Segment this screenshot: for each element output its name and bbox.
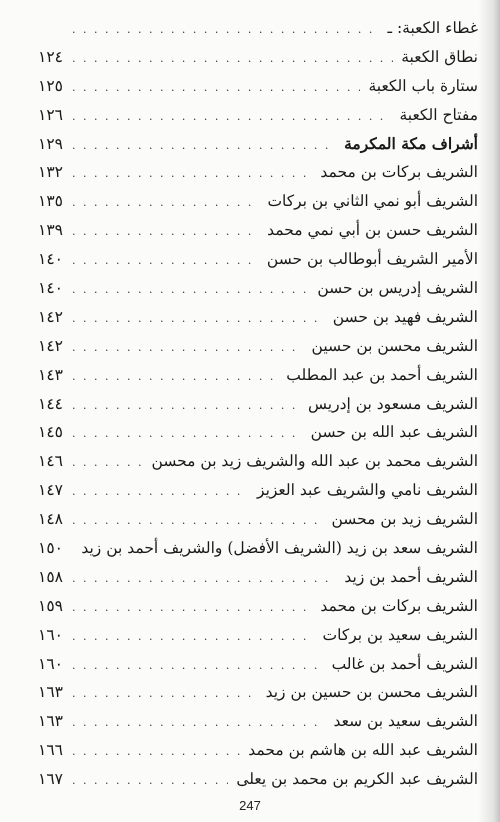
toc-entry-title: أشراف مكة المكرمة — [344, 133, 478, 153]
toc-entry-title: الشريف فهيد بن حسن — [332, 307, 478, 326]
toc-entry-page: ١٢٥ — [38, 76, 63, 95]
toc-entry — [38, 187, 478, 216]
toc-leader-dots — [72, 420, 303, 449]
toc-leader-dots — [72, 74, 360, 103]
toc-entry-title: الشريف زيد بن محسن — [331, 510, 478, 529]
toc-leader-dots — [72, 652, 324, 681]
toc-entry-title: الشريف أحمد بن غالب — [331, 654, 478, 673]
toc-entry — [38, 505, 478, 534]
toc-entry-title: الشريف مسعود بن إدريس — [308, 394, 478, 413]
toc-entry-title: ستارة باب الكعبة — [368, 76, 478, 95]
toc-leader-dots — [72, 276, 309, 305]
toc-leader-dots — [72, 160, 312, 189]
toc-entry — [38, 390, 478, 419]
toc-entry — [38, 563, 478, 592]
toc-entry-title: الشريف عبد الكريم بن محمد بن يعلى — [236, 770, 478, 789]
toc-leader-dots — [72, 536, 73, 565]
toc-entry-title: الشريف إدريس بن حسن — [317, 279, 478, 298]
toc-entry-title: الشريف أحمد بن زيد — [344, 567, 478, 586]
toc-entry-page: ١٤٨ — [38, 510, 63, 529]
toc-entry-page: ١٣٥ — [38, 192, 63, 211]
toc-leader-dots — [72, 565, 336, 594]
toc-entry-title: الشريف محسن بن حسين بن زيد — [265, 683, 478, 702]
toc-leader-dots — [72, 247, 259, 276]
toc-entry-page: ١٣٩ — [38, 221, 63, 240]
toc-entry — [38, 130, 478, 159]
toc-entry-page: ١٤٣ — [38, 365, 63, 384]
toc-entry-page: ١٦٧ — [38, 770, 63, 789]
toc-entry-page: ١٢٦ — [38, 105, 63, 124]
toc-entry-page: ١٤٠ — [38, 250, 63, 269]
toc-entry — [38, 361, 478, 390]
toc-entry — [38, 14, 478, 43]
toc-entry — [38, 447, 478, 476]
toc-entry — [38, 101, 478, 130]
toc-entry — [38, 245, 478, 274]
toc-leader-dots — [72, 709, 325, 738]
toc-entry — [38, 303, 478, 332]
toc-entry-title: الشريف محسن بن حسين — [311, 336, 478, 355]
toc-leader-dots — [72, 594, 312, 623]
toc-entry-title: الشريف أبو نمي الثاني بن بركات — [267, 192, 478, 211]
toc-entry-title: الشريف عبد الله بن حسن — [310, 423, 478, 442]
toc-leader-dots — [72, 623, 315, 652]
toc-leader-dots — [72, 189, 259, 218]
toc-entry — [38, 43, 478, 72]
toc-entry-title: الشريف حسن بن أبي نمي محمد — [267, 221, 478, 240]
toc-entry-title: الأمير الشريف أبوطالب بن حسن — [266, 250, 478, 269]
toc-entry-title: الشريف محمد بن عبد الله والشريف زيد بن محسن — [151, 452, 478, 471]
toc-leader-dots — [72, 103, 391, 132]
page-number: 247 — [239, 798, 261, 813]
toc-entry — [38, 678, 478, 707]
toc-entry-page: ١٥٠ — [38, 539, 63, 558]
toc-leader-dots — [72, 767, 228, 796]
toc-entry-page: ١٤٦ — [38, 452, 63, 471]
table-of-contents — [38, 14, 478, 794]
toc-leader-dots — [72, 363, 278, 392]
toc-entry-title: مفتاح الكعبة — [399, 105, 478, 124]
toc-entry — [38, 650, 478, 679]
toc-entry-title: غطاء الكعبة: ـ — [387, 19, 478, 37]
toc-leader-dots — [72, 738, 240, 767]
toc-entry — [38, 621, 478, 650]
toc-entry-page: ١٦٣ — [38, 683, 63, 702]
toc-leader-dots — [72, 334, 304, 363]
toc-entry-title: الشريف أحمد بن عبد المطلب — [286, 365, 478, 384]
toc-entry — [38, 476, 478, 505]
toc-entry — [38, 418, 478, 447]
toc-entry-title: الشريف بركات بن محمد — [320, 596, 478, 615]
toc-leader-dots — [72, 680, 258, 709]
toc-entry-title: الشريف نامي والشريف عبد العزيز — [257, 481, 478, 500]
toc-entry-title: نطاق الكعبة — [401, 47, 478, 66]
toc-entry-title: الشريف بركات بن محمد — [320, 163, 478, 182]
toc-entry — [38, 332, 478, 361]
toc-entry — [38, 592, 478, 621]
page-edge-shadow — [478, 0, 500, 822]
toc-entry — [38, 707, 478, 736]
toc-entry-title: الشريف سعيد بن سعد — [333, 712, 478, 731]
toc-entry — [38, 534, 478, 563]
toc-entry-page: ١٦٠ — [38, 654, 63, 673]
toc-entry — [38, 274, 478, 303]
toc-leader-dots — [72, 392, 300, 421]
toc-leader-dots — [72, 132, 336, 161]
toc-entry-page: ١٦٠ — [38, 625, 63, 644]
toc-entry-page: ١٤٤ — [38, 394, 63, 413]
toc-leader-dots — [72, 449, 144, 478]
toc-entry-page: ١٤٠ — [38, 279, 63, 298]
toc-entry — [38, 216, 478, 245]
toc-entry — [38, 72, 478, 101]
toc-entry-page: ١٦٦ — [38, 741, 63, 760]
toc-entry-page: ١٤٢ — [38, 307, 63, 326]
toc-leader-dots — [72, 507, 323, 536]
toc-entry-title: الشريف عبد الله بن هاشم بن محمد — [248, 741, 478, 760]
toc-entry-title: الشريف سعيد بن بركات — [322, 625, 478, 644]
toc-entry — [38, 158, 478, 187]
toc-entry-page: ١٤٥ — [38, 423, 63, 442]
toc-leader-dots — [72, 45, 393, 74]
toc-leader-dots — [72, 478, 249, 507]
toc-entry — [38, 765, 478, 794]
toc-entry-page: ١٥٩ — [38, 596, 63, 615]
toc-entry-page: ١٢٩ — [38, 134, 63, 153]
toc-leader-dots — [72, 16, 379, 45]
toc-entry-page: ١٤٧ — [38, 481, 63, 500]
toc-leader-dots — [72, 305, 325, 334]
toc-leader-dots — [72, 218, 259, 247]
toc-entry-title: الشريف سعد بن زيد (الشريف الأفضل) والشريف أحمد بن زيد — [81, 539, 478, 558]
toc-entry-page: ١٦٣ — [38, 712, 63, 731]
toc-entry-page: ١٥٨ — [38, 567, 63, 586]
toc-entry-page: ١٢٤ — [38, 47, 63, 66]
toc-entry — [38, 736, 478, 765]
toc-entry-page: ١٤٢ — [38, 336, 63, 355]
toc-entry-page: ١٣٢ — [38, 163, 63, 182]
